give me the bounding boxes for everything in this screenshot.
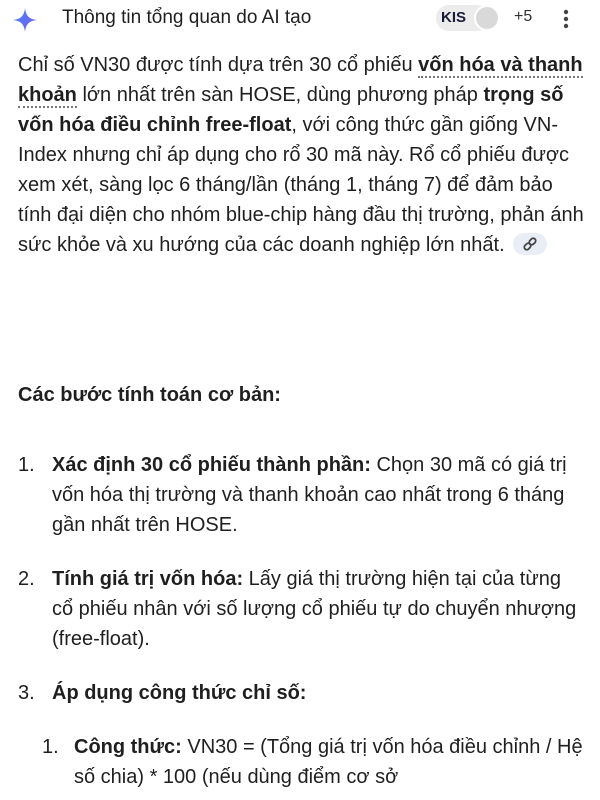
step-title: Áp dụng công thức chỉ số: [52,682,307,704]
more-sources-count[interactable]: +5 [514,8,533,25]
ai-sparkle-icon [12,7,38,33]
source-chip-kis[interactable]: KIS [436,5,490,31]
more-options-icon[interactable] [556,8,576,30]
ai-overview-header [0,0,600,40]
list-item-text [52,564,584,654]
intro-text-1: Chỉ số VN30 được tính dựa trên 30 cổ phiếu [18,54,419,76]
list-item [18,564,584,654]
sub-list-number: 1. [42,736,59,758]
intro-paragraph [18,50,584,260]
sub-step-title: Công thức: [74,736,182,758]
list-number: 3. [18,682,35,704]
overview-text [18,50,584,260]
link-icon [513,233,547,255]
source-favicon [474,5,500,31]
header-title: Thông tin tổng quan do AI tạo [62,7,312,28]
list-item-text [52,450,584,540]
step-title: Xác định 30 cổ phiếu thành phần: [52,454,371,476]
intro-text-3: , với công thức gần giống VN-Index nhưng chỉ áp dụng cho rổ 30 mã này. Rổ cổ phiếu được xem xét, sàng lọc 6 tháng/lần (tháng 1, tháng 7) để đảm bảo tính đại diện cho nhóm blue-chip hàng đầu thị trường, phản ánh sức khỏe và xu hướng của các doanh nghiệp lớn nhất. [18,114,584,256]
list-item-text [52,678,584,708]
steps-heading: Các bước tính toán cơ bản: [18,384,281,406]
step-description: Chọn 30 mã có giá trị vốn hóa thị trường và thanh khoản cao nhất trong 6 tháng gần nhất trên HOSE. [52,454,567,536]
source-chips[interactable] [436,5,548,31]
source-link-chip[interactable] [513,233,547,255]
sub-list-item [18,732,584,800]
list-item [18,450,584,540]
list-number: 2. [18,568,35,590]
list-number: 1. [18,454,35,476]
step-title: Tính giá trị vốn hóa: [52,568,244,590]
list-item [18,678,584,708]
sub-list-item-text [74,732,584,792]
intro-bold-2: trọng số vốn hóa điều chỉnh free-float [18,84,564,136]
step-description: Lấy giá thị trường hiện tại của từng cổ phiếu nhân với số lượng cổ phiếu tự do chuyển nhượng (free-float). [52,568,577,650]
sub-step-description: VN30 = (Tổng giá trị vốn hóa điều chỉnh / Hệ số chia) * 100 (nếu dùng điểm cơ sở [74,736,583,788]
intro-text-2: lớn nhất trên sàn HOSE, dùng phương pháp [76,84,484,106]
intro-bold-1[interactable]: vốn hóa và thanh khoản [18,54,583,106]
